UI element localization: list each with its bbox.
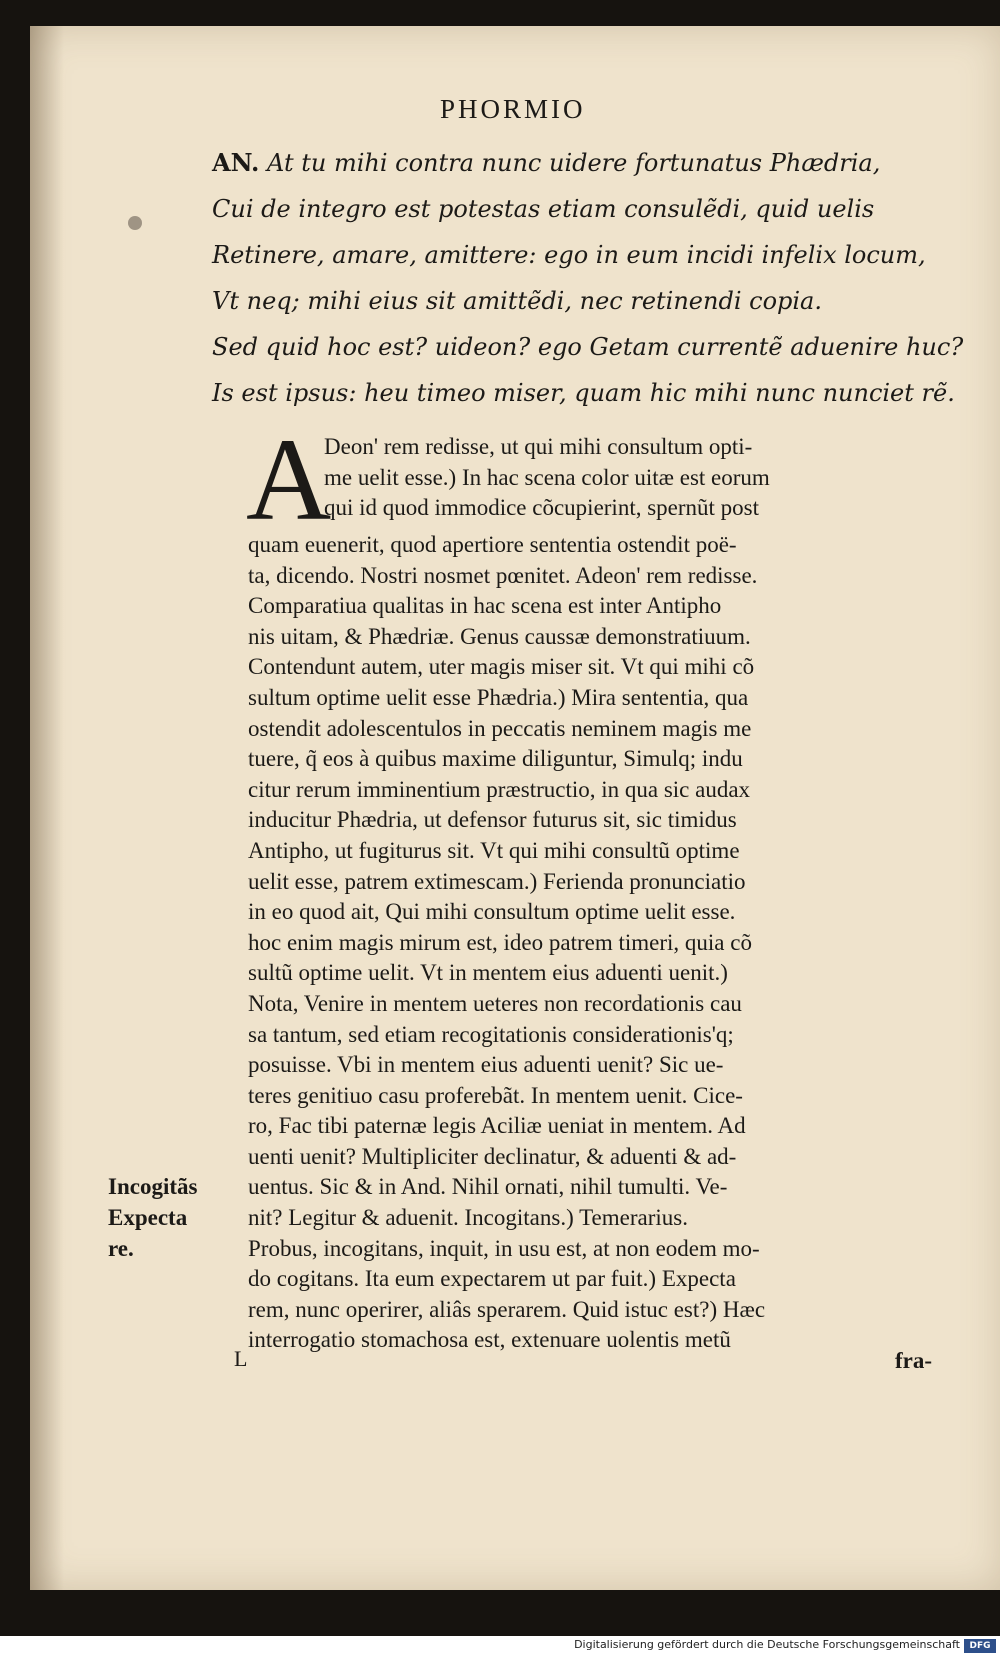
commentary-line: do cogitans. Ita eum expectarem ut par fuit.) Expecta (248, 1266, 736, 1292)
commentary-line: Deon' rem redisse, ut qui mihi consultum opti- (324, 434, 753, 459)
commentary-line: uenti uenit? Multipliciter declinatur, & aduenti & ad- (248, 1143, 737, 1169)
commentary-line: uentus. Sic & in And. Nihil ornati, nihil tumulti. Ve- (248, 1174, 728, 1200)
signature-mark: L (234, 1346, 248, 1371)
verse-text: Vt neq; mihi eius sit amittẽdi, nec retinendi copia. (212, 287, 822, 315)
commentary-block (246, 414, 968, 1356)
running-head: PHORMIO (440, 94, 586, 124)
verse-text: Sed quid hoc est? uideon? ego Getam currentẽ aduenire huc? (212, 333, 964, 361)
commentary-line: interrogatio stomachosa est, extenuare uolentis metũ (248, 1327, 731, 1353)
verse-text: At tu mihi contra nunc uidere fortunatus Phædria, (267, 149, 881, 177)
margin-note: Expecta (108, 1205, 188, 1230)
commentary-line: in eo quod ait, Qui mihi consultum optime uelit esse. (248, 899, 736, 925)
commentary-line: ta, dicendo. Nostri nosmet pœnitet. Adeon' rem redisse. (248, 562, 758, 588)
commentary-line: Nota, Venire in mentem ueteres non recordationis cau (248, 990, 742, 1016)
verse-text: Retinere, amare, amittere: ego in eum incidi infelix locum, (212, 241, 926, 269)
commentary-line: rem, nunc operirer, aliâs sperarem. Quid istuc est?) Hæc (248, 1296, 766, 1322)
commentary-line: Contendunt autem, uter magis miser sit. Vt qui mihi cõ (248, 654, 755, 680)
page-gutter-shadow (30, 26, 64, 1590)
commentary-line: citur rerum imminentium præstructio, in qua sic audax (248, 776, 751, 802)
commentary-line: quam euenerit, quod apertiore sententia ostendit poë- (248, 532, 737, 557)
commentary-line: nis uitam, & Phædriæ. Genus caussæ demonstratiuum. (248, 623, 751, 649)
commentary-line: Comparatiua qualitas in hac scena est inter Antipho (248, 593, 722, 619)
margin-note: re. (108, 1236, 134, 1261)
commentary-line: uelit esse, patrem extimescam.) Ferienda pronunciatio (248, 868, 746, 894)
margin-notes (108, 1171, 248, 1264)
margin-note: Incogitãs (108, 1174, 198, 1199)
commentary-line: ro, Fac tibi paternæ legis Aciliæ ueniat in mentem. Ad (248, 1113, 746, 1139)
catchword: fra- (895, 1348, 933, 1373)
verse-line (212, 186, 972, 232)
commentary-line: hoc enim magis mirum est, ideo patrem timeri, quia cõ (248, 929, 752, 955)
commentary-line: Antipho, ut fugiturus sit. Vt qui mihi consultũ optime (248, 837, 740, 863)
verse-block (212, 140, 972, 416)
verse-line (212, 324, 972, 370)
commentary-line: sultũ optime uelit. Vt in mentem eius aduenti uenit.) (248, 960, 728, 986)
commentary-line: me uelit esse.) In hac scena color uitæ est eorum (324, 464, 770, 490)
verse-line (212, 232, 972, 278)
dfg-logo: DFG (964, 1639, 996, 1653)
verse-line (212, 370, 972, 416)
commentary-line: inducitur Phædria, ut defensor futurus sit, sic timidus (248, 807, 737, 833)
verse-line (212, 140, 972, 186)
commentary-line: sultum optime uelit esse Phædria.) Mira sententia, qua (248, 684, 749, 710)
commentary-line: qui id quod immodice cõcupierint, spernũt post (324, 495, 760, 521)
verse-line (212, 278, 972, 324)
commentary-line: tuere, q̃ eos à quibus maxime diliguntur, Simulq; indu (248, 746, 743, 772)
verse-text: Cui de integro est potestas etiam consulẽdi, quid uelis (212, 195, 875, 223)
commentary-line: sa tantum, sed etiam recogitationis considerationis'q; (248, 1021, 734, 1047)
commentary-line: Probus, incogitans, inquit, in usu est, at non eodem mo- (248, 1235, 760, 1261)
drop-cap: A (246, 414, 332, 545)
digitization-footer (0, 1636, 1000, 1656)
commentary-line: teres genitiuo casu proferebãt. In mentem uenit. Cice- (248, 1082, 743, 1108)
commentary-line: posuisse. Vbi in mentem eius aduenti uenit? Sic ue- (248, 1052, 724, 1078)
footer-credit: Digitalisierung gefördert durch die Deutsche Forschungsgemeinschaft (574, 1638, 960, 1651)
verse-text: Is est ipsus: heu timeo miser, quam hic mihi nunc nunciet rẽ. (212, 379, 955, 407)
speaker-label: AN. (212, 148, 260, 177)
commentary-line: ostendit adolescentulos in peccatis neminem magis me (248, 715, 752, 741)
commentary-line: nit? Legitur & aduenit. Incogitans.) Temerarius. (248, 1205, 688, 1231)
ink-smudge (128, 216, 142, 230)
